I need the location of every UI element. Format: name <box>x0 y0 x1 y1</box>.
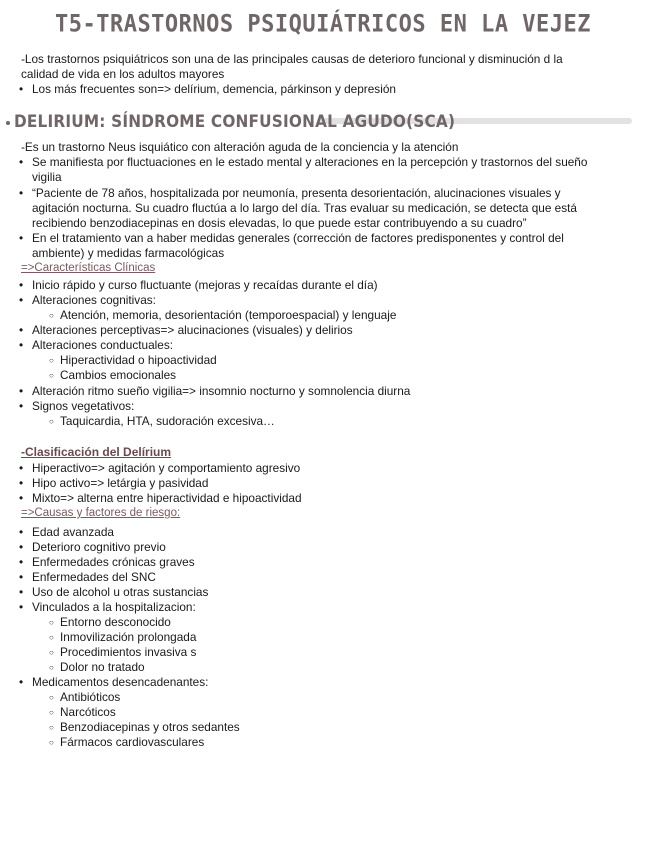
classification-heading: -Clasificación del Delírium <box>21 445 172 459</box>
causes-item: • Medicamentos desencadenantes: <box>32 675 208 690</box>
clinical-item: • Alteración ritmo sueño vigilia=> insomnio nocturno y somnolencia diurna <box>32 384 410 399</box>
delirium-bullet-1: • Se manifiesta por fluctuaciones en le estado mental y alteraciones en la percepción y trastornos del sueño <box>32 155 587 170</box>
causes-subitem: ○ Benzodiacepinas y otros sedantes <box>60 720 240 735</box>
intro-bullet: • Los más frecuentes son=> delírium, demencia, párkinson y depresión <box>32 82 396 97</box>
clinical-heading: =>Características Clínicas <box>21 262 156 274</box>
causes-subitem: ○ Antibióticos <box>60 690 120 705</box>
clinical-item: • Signos vegetativos: <box>32 399 134 414</box>
causes-heading: =>Causas y factores de riesgo: <box>21 507 181 519</box>
delirium-bullet-3-cont: ambiente) y medidas farmacológicas <box>32 246 225 260</box>
causes-subitem: ○ Fármacos cardiovasculares <box>60 735 204 750</box>
causes-item: • Enfermedades crónicas graves <box>32 555 195 570</box>
delirium-bullet-1-cont: vigilia <box>32 170 62 184</box>
causes-item: • Deterioro cognitivo previo <box>32 540 166 555</box>
causes-subitem: ○ Inmovilización prolongada <box>60 630 196 645</box>
causes-subitem: ○ Procedimientos invasiva s <box>60 645 196 660</box>
clinical-item: • Alteraciones cognitivas: <box>32 293 156 308</box>
causes-subitem: ○ Dolor no tratado <box>60 660 145 675</box>
clinical-item: • Alteraciones perceptivas=> alucinaciones (visuales) y delirios <box>32 323 353 338</box>
page-title: T5-TRASTORNOS PSIQUIÁTRICOS EN LA VEJEZ <box>54 10 592 38</box>
causes-item: • Uso de alcohol u otras sustancias <box>32 585 208 600</box>
classification-item: • Mixto=> alterna entre hiperactividad e hipoactividad <box>32 491 302 506</box>
causes-item: • Enfermedades del SNC <box>32 570 156 585</box>
classification-item: • Hiperactivo=> agitación y comportamiento agresivo <box>32 461 300 476</box>
delirium-definition: -Es un trastorno Neus isquiático con alteración aguda de la conciencia y la atención <box>21 140 459 154</box>
delirium-bullet-2-cont1: agitación nocturna. Su cuadro fluctúa a lo largo del día. Tras evaluar su medicación, se detecta que está <box>32 201 577 215</box>
section-bullet-dot <box>6 121 10 125</box>
delirium-bullet-2-cont2: recibiendo benzodiacepinas en dosis elevadas, lo que puede estar contribuyendo a su cuadro” <box>32 216 527 230</box>
causes-item: • Edad avanzada <box>32 525 114 540</box>
clinical-subitem: ○ Taquicardia, HTA, sudoración excesiva… <box>60 414 275 429</box>
clinical-subitem: ○ Cambios emocionales <box>60 368 176 383</box>
intro-text-line2: calidad de vida en los adultos mayores <box>21 67 225 81</box>
delirium-bullet-2: • “Paciente de 78 años, hospitalizada por neumonía, presenta desorientación, alucinaciones visuales y <box>32 186 561 201</box>
causes-item: • Vinculados a la hospitalizacion: <box>32 600 196 615</box>
causes-subitem: ○ Entorno desconocido <box>60 615 171 630</box>
intro-text-line1: -Los trastornos psiquiátricos son una de las principales causas de deterioro funcional y disminución d la <box>21 52 563 66</box>
clinical-item: • Inicio rápido y curso fluctuante (mejoras y recaídas durante el día) <box>32 278 378 293</box>
section-heading-delirium: DELIRIUM: SÍNDROME CONFUSIONAL AGUDO(SCA) <box>14 112 456 132</box>
clinical-subitem: ○ Atención, memoria, desorientación (temporoespacial) y lenguaje <box>60 308 396 323</box>
classification-item: • Hipo activo=> letárgia y pasividad <box>32 476 208 491</box>
delirium-bullet-3: • En el tratamiento van a haber medidas generales (corrección de factores predisponentes y control del <box>32 231 564 246</box>
clinical-item: • Alteraciones conductuales: <box>32 338 173 353</box>
clinical-subitem: ○ Hiperactividad o hipoactividad <box>60 353 217 368</box>
causes-subitem: ○ Narcóticos <box>60 705 116 720</box>
